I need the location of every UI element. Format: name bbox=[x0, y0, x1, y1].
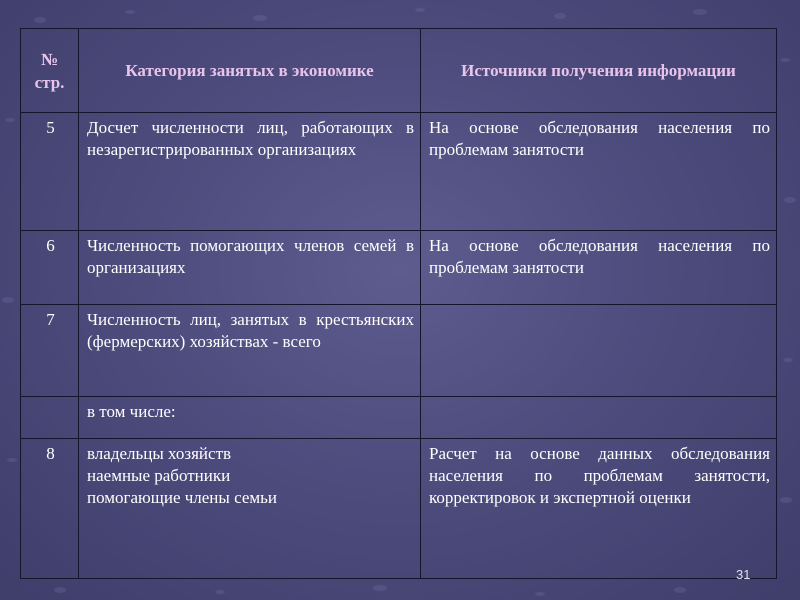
header-source: Источники получения информации bbox=[421, 29, 777, 113]
row-number: 6 bbox=[21, 231, 79, 305]
row-source: Расчет на основе данных обследования населения по проблемам занятости, корректировок и экспертной оценки bbox=[421, 439, 777, 579]
category-line-owners: владельцы хозяйств bbox=[87, 444, 232, 463]
category-line-family: помогающие члены семьи bbox=[87, 488, 277, 507]
row-category: Численность помогающих членов семей в организациях bbox=[79, 231, 421, 305]
row-source bbox=[421, 305, 777, 397]
row-category bbox=[79, 439, 421, 579]
row-number: 5 bbox=[21, 113, 79, 231]
employment-sources-table bbox=[20, 28, 777, 579]
table-row bbox=[21, 231, 777, 305]
row-source bbox=[421, 397, 777, 439]
row-category: Численность лиц, занятых в крестьянских (фермерских) хозяйствах - всего bbox=[79, 305, 421, 397]
row-source: На основе обследования населения по проблемам занятости bbox=[421, 113, 777, 231]
category-line-employees: наемные работники bbox=[87, 466, 231, 485]
row-source: На основе обследования населения по проблемам занятости bbox=[421, 231, 777, 305]
table-row bbox=[21, 113, 777, 231]
table-row bbox=[21, 439, 777, 579]
row-category: в том числе: bbox=[79, 397, 421, 439]
header-row-number: № стр. bbox=[21, 29, 79, 113]
row-number: 8 bbox=[21, 439, 79, 579]
table-header-row bbox=[21, 29, 777, 113]
table-row bbox=[21, 305, 777, 397]
row-category: Досчет численности лиц, работающих в незарегистрированных организациях bbox=[79, 113, 421, 231]
page-number: 31 bbox=[736, 567, 751, 582]
table-row bbox=[21, 397, 777, 439]
header-category: Категория занятых в экономике bbox=[79, 29, 421, 113]
row-number: 7 bbox=[21, 305, 79, 397]
row-number bbox=[21, 397, 79, 439]
